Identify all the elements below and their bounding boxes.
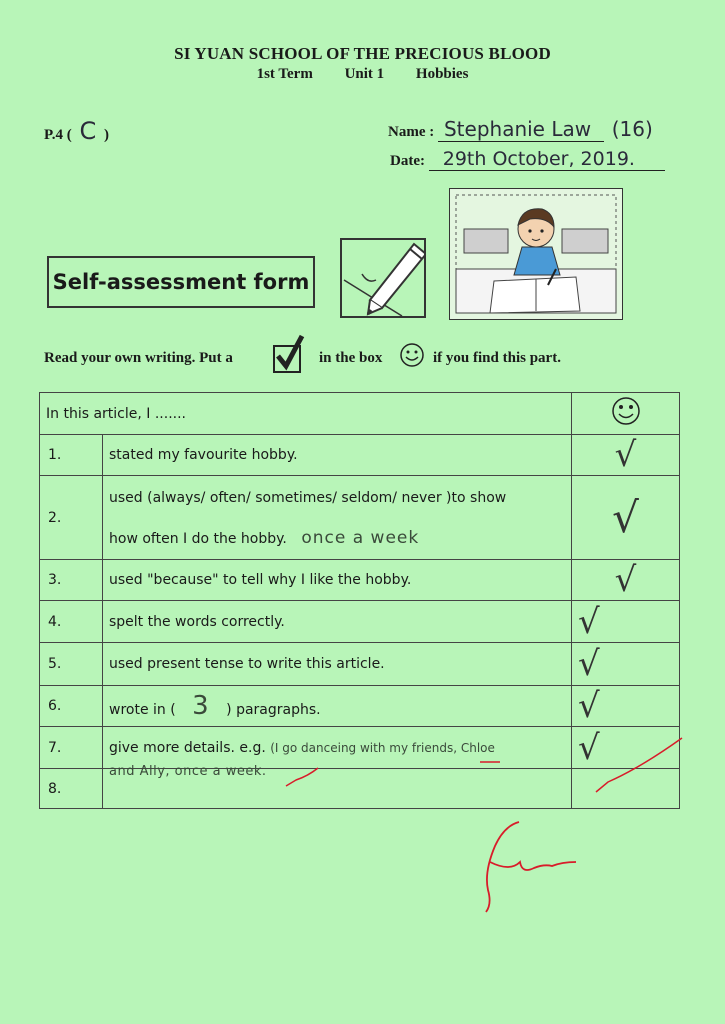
class-label: P.4 (	[44, 127, 72, 143]
row-text-part: how often I do the hobby.	[109, 531, 287, 547]
class-close: )	[104, 127, 110, 143]
school-name: SI YUAN SCHOOL OF THE PRECIOUS BLOOD	[174, 44, 551, 63]
teacher-correction-mark	[286, 768, 318, 786]
row-number: 3.	[40, 560, 103, 601]
row-check: √	[572, 560, 680, 601]
unit-label: Unit 1	[344, 66, 385, 82]
row-answer: (I go danceing with my friends, Chloe	[270, 740, 495, 755]
row-check: √	[572, 601, 680, 643]
row-answer: 3	[192, 691, 210, 721]
class-value: C	[79, 117, 97, 145]
row-text: used "because" to tell why I like the hobby.	[103, 560, 572, 601]
table-header: In this article, I .......	[40, 393, 572, 435]
row-number: 4.	[40, 601, 103, 643]
name-value: Stephanie Law	[438, 117, 604, 142]
teacher-signature	[486, 822, 576, 912]
row-text-part: wrote in (	[109, 702, 176, 718]
row-answer: once a week	[301, 528, 420, 548]
row-number: 2.	[40, 476, 103, 560]
row-text-line1: used (always/ often/ sometimes/ seldom/ never )to show	[109, 490, 507, 506]
row-text-part: give more details. e.g.	[109, 739, 266, 756]
row-check: √	[572, 727, 680, 769]
row-check: √	[572, 686, 680, 727]
row-text: used present tense to write this article.	[103, 643, 572, 686]
row-number: 6.	[40, 686, 103, 727]
form-title: Self-assessment form	[47, 256, 315, 308]
row-number: 1.	[40, 435, 103, 476]
term-label: 1st Term	[256, 66, 313, 82]
row-number: 8.	[40, 769, 103, 809]
row-answer: and Ally, once a week.	[109, 764, 267, 779]
teacher-tick-mark	[596, 738, 682, 792]
topic-label: Hobbies	[415, 66, 469, 82]
date-label: Date:	[390, 153, 425, 169]
row-text: spelt the words correctly.	[103, 601, 572, 643]
row-number: 7.	[40, 727, 103, 769]
row-check: √	[572, 476, 680, 560]
instruction-part3: if you find this part.	[433, 350, 561, 366]
instruction-part2: in the box	[319, 350, 383, 366]
row-check: √	[572, 435, 680, 476]
row-check: √	[572, 643, 680, 686]
instruction-part1: Read your own writing. Put a	[44, 350, 233, 366]
row-text-part: ) paragraphs.	[226, 702, 321, 718]
student-number: (16)	[611, 117, 653, 141]
name-label: Name :	[388, 124, 435, 140]
row-number: 5.	[40, 643, 103, 686]
row-text: stated my favourite hobby.	[103, 435, 572, 476]
date-value: 29th October, 2019.	[429, 148, 665, 171]
